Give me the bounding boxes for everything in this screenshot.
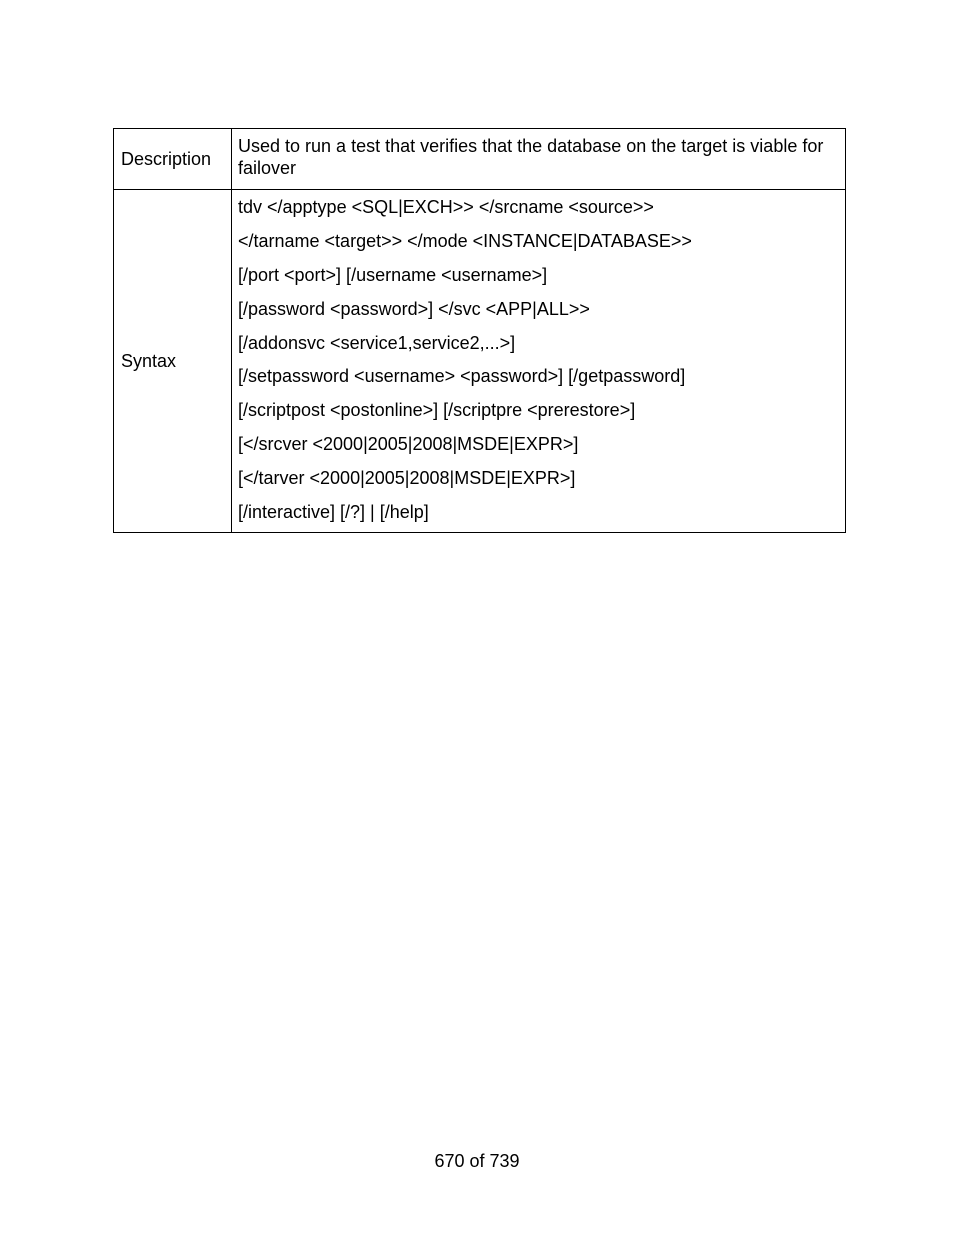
page-number: 670 of 739 <box>434 1151 520 1171</box>
syntax-line: [/setpassword <username> <password>] [/getpassword] <box>238 366 686 387</box>
syntax-line: [/password <password>] </svc <APP|ALL>> <box>238 298 590 319</box>
syntax-line: tdv </apptype <SQL|EXCH>> </srcname <source>> <box>238 197 654 217</box>
description-row <box>114 129 846 190</box>
syntax-block <box>232 190 846 533</box>
syntax-line: [</srcver <2000|2005|2008|MSDE|EXPR>] <box>238 434 579 455</box>
description-label: Description <box>114 129 232 190</box>
command-reference-table <box>113 128 846 533</box>
description-text: Used to run a test that verifies that the database on the target is viable for failover <box>232 129 846 190</box>
syntax-row <box>114 190 846 533</box>
syntax-line: [/port <port>] [/username <username>] <box>238 264 548 285</box>
syntax-line: [/addonsvc <service1,service2,...>] <box>238 332 516 353</box>
syntax-line: [/interactive] [/?] | [/help] <box>238 502 429 523</box>
syntax-line: [</tarver <2000|2005|2008|MSDE|EXPR>] <box>238 468 576 489</box>
syntax-label: Syntax <box>114 190 232 533</box>
syntax-line: [/scriptpost <postonline>] [/scriptpre <prerestore>] <box>238 400 636 421</box>
syntax-line: </tarname <target>> </mode <INSTANCE|DATABASE>> <box>238 230 692 251</box>
